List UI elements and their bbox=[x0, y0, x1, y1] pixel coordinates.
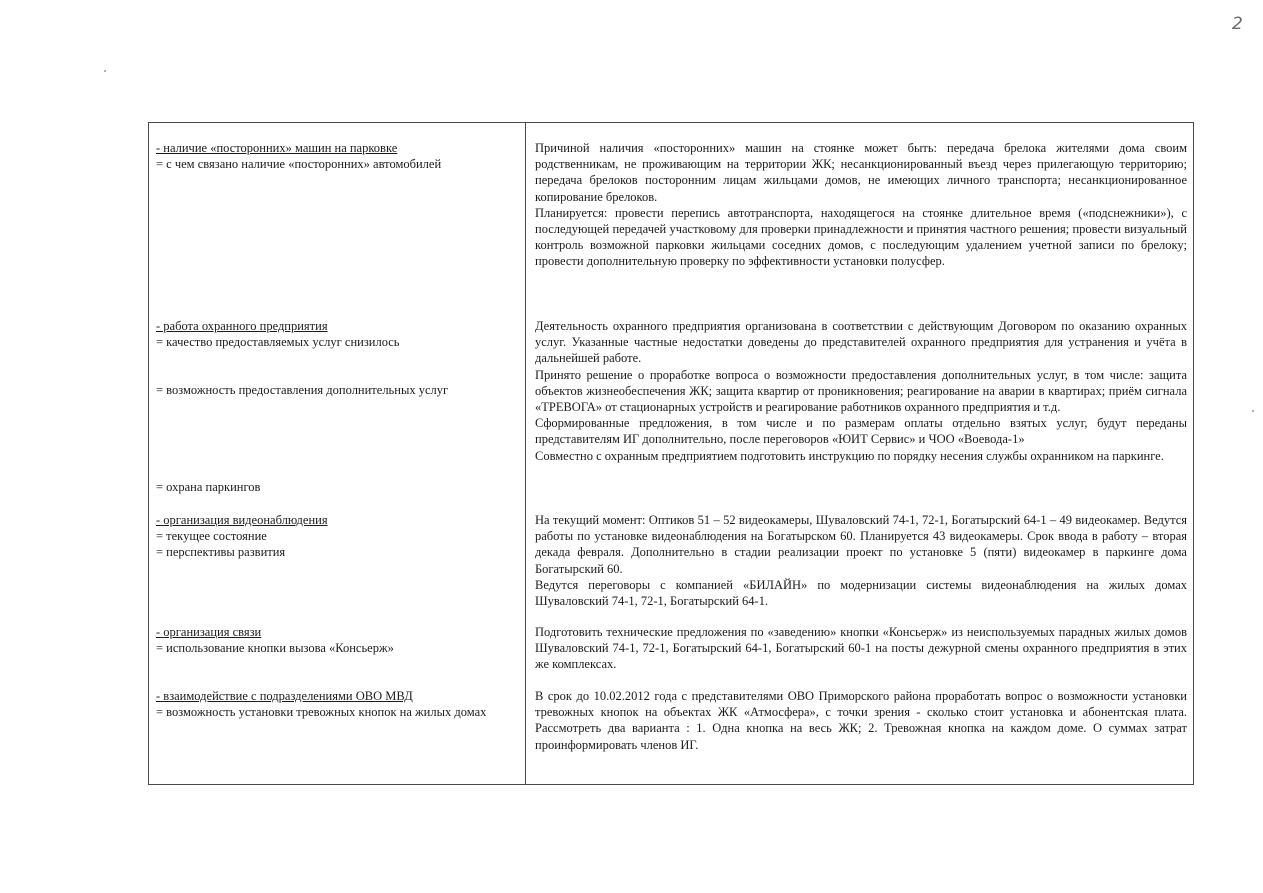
response-cell bbox=[535, 512, 1187, 609]
response-cell bbox=[535, 688, 1187, 753]
topic-subitem: = охрана паркингов bbox=[156, 480, 261, 494]
topic-heading: - организация связи bbox=[156, 625, 262, 639]
topic-subitem: = текущее состояние bbox=[156, 529, 267, 543]
column-divider bbox=[525, 123, 526, 784]
topic-subitem: = использование кнопки вызова «Консьерж» bbox=[156, 641, 394, 655]
topic-subitem: = с чем связано наличие «посторонних» автомобилей bbox=[156, 157, 442, 171]
response-paragraph: Причиной наличия «посторонних» машин на стоянке может быть: передача брелока жителями дома своим родственникам, не проживающим на территории ЖК; несанкционированный въезд через прилегающую территорию; передача брелоков посторонним лицам жильцами домов, не имеющих личного транспорта; несанкционированное копирование брелоков. bbox=[535, 141, 1187, 204]
topic-subitem: = возможность предоставления дополнительных услуг bbox=[156, 383, 449, 397]
topic-heading: - организация видеонаблюдения bbox=[156, 513, 328, 527]
response-cell bbox=[535, 140, 1187, 270]
topic-subitem: = качество предоставляемых услуг снизилось bbox=[156, 335, 400, 349]
topic-cell bbox=[156, 512, 518, 560]
response-paragraph: Совместно с охранным предприятием подготовить инструкцию по порядку несения службы охранником на паркинге. bbox=[535, 448, 1164, 463]
topic-subitem: = перспективы развития bbox=[156, 545, 286, 559]
scan-speck bbox=[1252, 410, 1254, 412]
response-paragraph: На текущий момент: Оптиков 51 – 52 видеокамеры, Шуваловский 74-1, 72-1, Богатырский 64-1 – 49 видеокамер. Ведутся работы по установке видеонаблюдения на Богатырском 60. Планируется 43 видеокамеры. Срок ввода в работу – вторая декада февраля. Дополнительно в стадии реализации проект по установке 5 (пяти) видеокамер в паркинге дома Богатырский 60. bbox=[535, 513, 1187, 576]
response-paragraph: Сформированные предложения, в том числе и по размерам оплаты отдельно взятых услуг, будут переданы представителям ИГ дополнительно, после переговоров «ЮИТ Сервис» и ЧОО «Воевода-1» bbox=[535, 416, 1187, 447]
response-paragraph: Планируется: провести перепись автотранспорта, находящегося на стоянке длительное время («подснежники»), с последующей передачей участковому для проверки принадлежности и принятия частного решения; провести визуальный контроль возможной парковки жильцами соседних домов, с последующим удалением учетной записи по брелоку; провести дополнительную проверку по эффективности установки полусфер. bbox=[535, 205, 1187, 269]
response-paragraph: Деятельность охранного предприятия организована в соответствии с действующим Договором по оказанию охранных услуг. Указанные частные недостатки доведены до представителей охранного предприятия для устранения и учёта в дальнейшей работе. bbox=[535, 319, 1187, 366]
topic-subitem: = возможность установки тревожных кнопок на жилых домах bbox=[156, 705, 487, 719]
response-cell bbox=[535, 624, 1187, 673]
topic-heading: - наличие «посторонних» машин на парковке bbox=[156, 141, 398, 155]
document-table bbox=[148, 122, 1194, 785]
topic-cell bbox=[156, 688, 518, 720]
scan-speck bbox=[104, 70, 106, 72]
response-cell bbox=[535, 318, 1187, 464]
topic-cell bbox=[156, 140, 518, 172]
topic-cell bbox=[156, 318, 518, 498]
topic-cell bbox=[156, 624, 518, 656]
page-number: 2 bbox=[1232, 14, 1243, 34]
response-paragraph: В срок до 10.02.2012 года с представителями ОВО Приморского района проработать вопрос о возможности установки тревожных кнопок на объектах ЖК «Атмосфера», с точки зрения - сколько стоит установка и абонентская плата. Рассмотреть два варианта : 1. Одна кнопка на весь ЖК; 2. Тревожная кнопка на каждом доме. О суммах затрат проинформировать членов ИГ. bbox=[535, 689, 1187, 752]
topic-heading: - работа охранного предприятия bbox=[156, 319, 328, 333]
response-paragraph: Подготовить технические предложения по «заведению» кнопки «Консьерж» из неиспользуемых парадных жилых домов Шуваловский 74-1, 72-1, Богатырский 64-1, Богатырский 60-1 на посты дежурной смены охранного предприятия в этих же комплексах. bbox=[535, 625, 1187, 672]
response-paragraph: Ведутся переговоры с компанией «БИЛАЙН» по модернизации системы видеонаблюдения на жилых домах Шуваловский 74-1, 72-1, Богатырский 64-1. bbox=[535, 577, 1187, 609]
topic-heading: - взаимодействие с подразделениями ОВО МВД bbox=[156, 689, 413, 703]
response-paragraph: Принято решение о проработке вопроса о возможности предоставления дополнительных услуг, в том числе: защита объектов жизнеобеспечения ЖК; защита квартир от проникновения; реагирование на аварии в квартирах; приём сигнала «ТРЕВОГА» от стационарных устройств и реагирование работников охранного предприятия и т.д. bbox=[535, 367, 1187, 415]
